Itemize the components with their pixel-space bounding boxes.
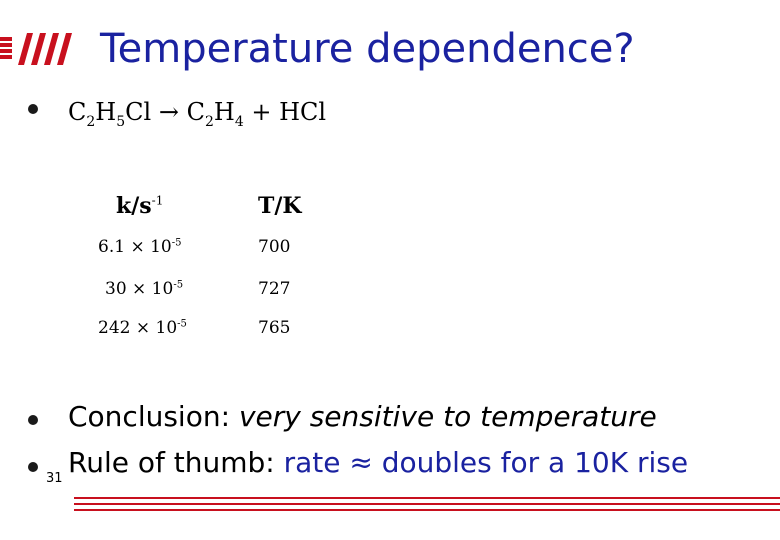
reactant-h-subscript: 5 [116,113,126,130]
reaction-bullet [28,104,38,114]
rate-constant-cell-3 [98,318,187,338]
footer-rule-top [74,497,780,499]
product-hcl: + HCl [243,98,327,126]
page-number: 31 [46,471,63,486]
rate-constant-unit: k/s [116,193,152,219]
reactant-c-subscript: 2 [86,113,96,130]
conclusion-line [68,400,657,433]
conclusion-label: Conclusion: [68,400,239,433]
rate-constant-value: 30 × 10 [105,279,174,299]
table-header-temperature: T/K [258,193,302,219]
temperature-cell-1: 700 [258,237,291,257]
temperature-cell-3: 765 [258,318,291,338]
product-c-subscript: 2 [204,113,214,130]
reactant-cl: Cl [125,98,152,126]
slide-title: Temperature dependence? [100,26,635,72]
rate-constant-value: 6.1 × 10 [98,237,172,257]
product-c: C [186,98,205,126]
rule-of-thumb-line [68,446,688,479]
rule-of-thumb-bullet [28,462,38,472]
footer-rule-bottom [74,509,780,511]
rate-constant-exponent: -5 [177,318,187,330]
conclusion-bullet [28,415,38,425]
rate-constant-exponent: -5 [173,279,184,291]
reactant-c: C [68,98,87,126]
table-header-rate-constant [116,193,163,219]
rule-of-thumb-label: Rule of thumb: [68,446,284,479]
reaction-equation [68,98,326,130]
rate-constant-value: 242 × 10 [98,318,178,338]
product-h-subscript: 4 [234,113,244,130]
rate-constant-cell-1 [98,237,181,257]
temperature-cell-2: 727 [258,279,291,299]
rate-constant-unit-exponent: -1 [151,193,164,208]
reaction-arrow-icon: → [158,98,179,126]
reactant-h: H [95,98,117,126]
slide-logo-bars-icon [0,33,82,67]
product-h: H [213,98,235,126]
rate-constant-exponent: -5 [171,237,182,249]
rule-of-thumb-highlight: rate ≈ doubles for a 10K rise [283,446,689,479]
footer-rule-middle [74,503,780,505]
rate-constant-cell-2 [105,279,183,299]
conclusion-emphasis: very sensitive to temperature [238,400,657,433]
